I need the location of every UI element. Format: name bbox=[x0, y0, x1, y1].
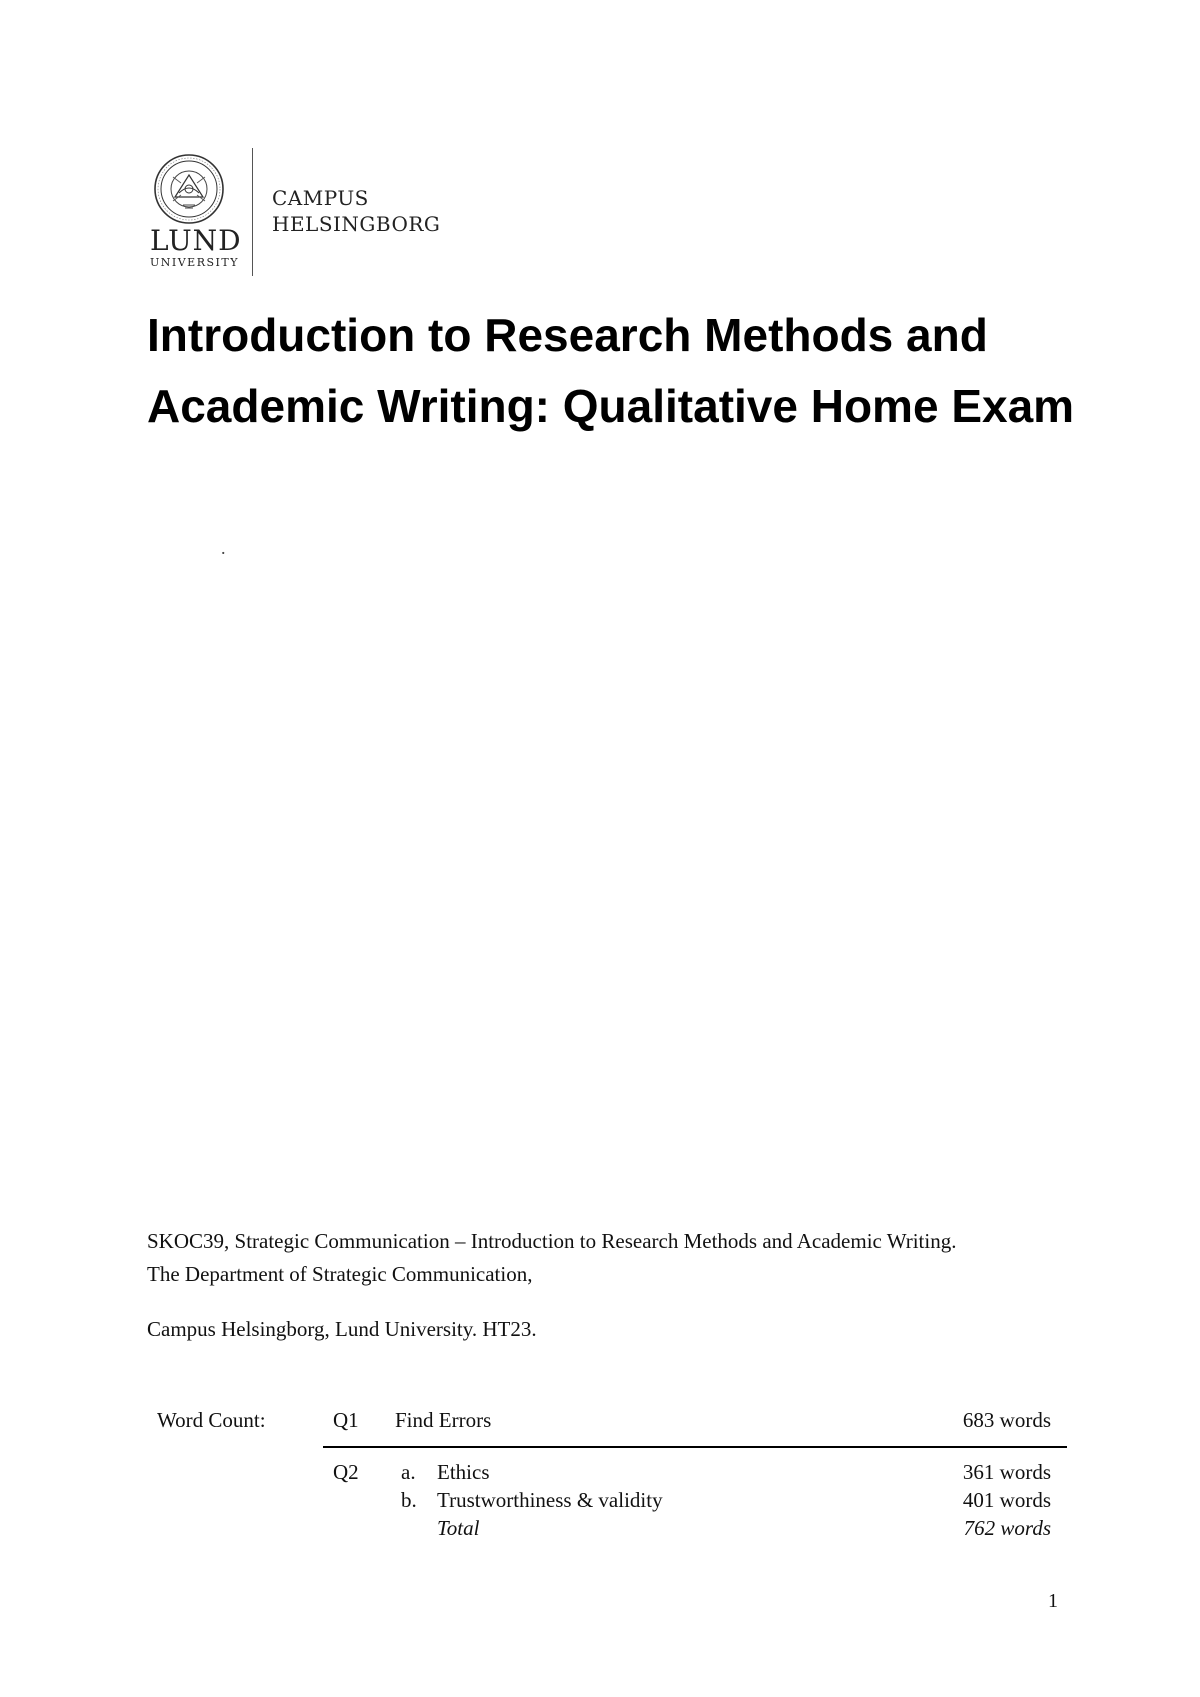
logo-divider bbox=[252, 148, 253, 276]
table-rule bbox=[323, 1446, 1067, 1448]
document-title: Introduction to Research Methods and Academic Writing: Qualitative Home Exam bbox=[147, 309, 1075, 432]
word-count-row-q2a bbox=[147, 1460, 1067, 1488]
word-count-row-q2b bbox=[147, 1488, 1067, 1516]
course-info-line-3: Campus Helsingborg, Lund University. HT23. bbox=[147, 1317, 537, 1341]
part-title: Ethics bbox=[437, 1460, 490, 1484]
total-label: Total bbox=[437, 1516, 480, 1540]
question-number: Q2 bbox=[333, 1460, 359, 1484]
lund-university-logo bbox=[150, 148, 450, 278]
stray-mark: . bbox=[221, 538, 226, 558]
part-letter: b. bbox=[401, 1488, 417, 1512]
question-number: Q1 bbox=[333, 1408, 359, 1432]
question-title: Find Errors bbox=[395, 1408, 492, 1432]
word-count-row-q1 bbox=[147, 1408, 1067, 1436]
university-wordmark bbox=[150, 256, 239, 269]
course-info bbox=[147, 1225, 989, 1346]
lund-wordmark bbox=[150, 226, 242, 256]
part-title: Trustworthiness & validity bbox=[437, 1488, 663, 1512]
course-info-line-2: The Department of Strategic Communication, bbox=[147, 1262, 533, 1286]
question-word-count: 683 words bbox=[962, 1408, 1051, 1432]
lund-wordmark-text: LUND bbox=[150, 224, 242, 257]
university-seal-icon bbox=[153, 153, 225, 225]
campus-line-1: CAMPUS bbox=[272, 186, 369, 210]
word-count-row-total bbox=[147, 1516, 1067, 1544]
campus-line-2: HELSINGBORG bbox=[272, 212, 441, 236]
part-word-count: 401 words bbox=[962, 1488, 1051, 1512]
word-count-label: Word Count: bbox=[157, 1408, 266, 1432]
course-info-line-1: SKOC39, Strategic Communication – Introduction to Research Methods and Academic Writing. bbox=[147, 1229, 957, 1253]
total-word-count: 762 words bbox=[963, 1516, 1051, 1540]
university-wordmark-text: UNIVERSITY bbox=[150, 256, 239, 269]
part-letter: a. bbox=[401, 1460, 416, 1484]
part-word-count: 361 words bbox=[962, 1460, 1051, 1484]
page-number: 1 bbox=[1048, 1590, 1058, 1612]
